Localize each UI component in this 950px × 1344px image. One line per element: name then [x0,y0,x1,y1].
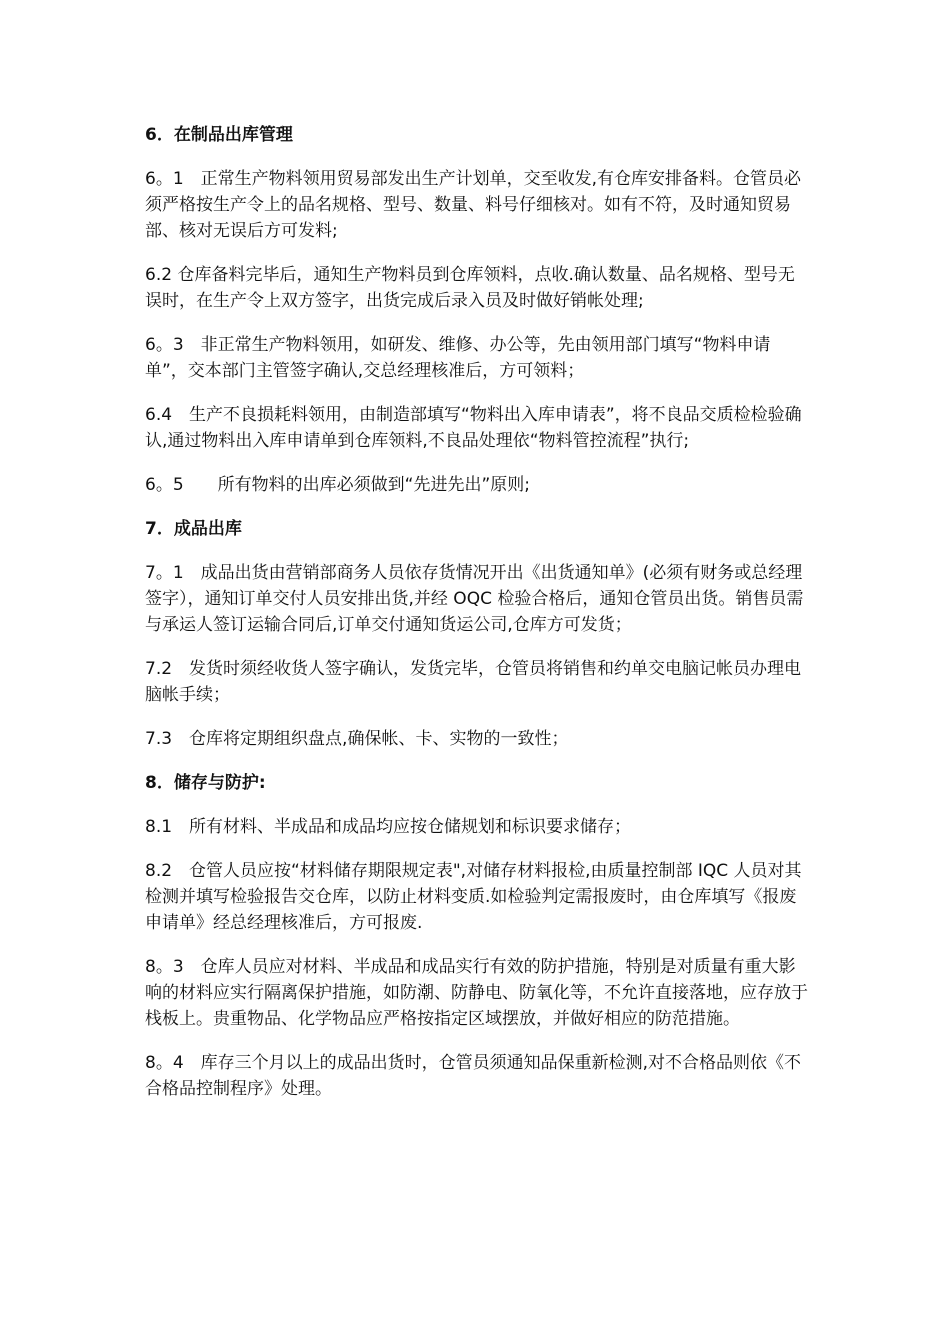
clause-7-3: 7.3 仓库将定期组织盘点,确保帐、卡、实物的一致性； [145,729,569,749]
clause-8-4: 8。4 库存三个月以上的成品出货时，仓管员须通知品保重新检测,对不合格品则依《不合格品控制程序》处理。 [145,1053,802,1099]
clause-6-4: 6.4 生产不良损耗料领用，由制造部填写“物料出入库申请表”，将不良品交质检检验确认,通过物料出入库申请单到仓库领料,不良品处理依“物料管控流程”执行; [145,405,802,451]
clause-6-3: 6。3 非正常生产物料领用，如研发、维修、办公等，先由领用部门填写“物料申请单”，交本部门主管签字确认,交总经理核准后，方可领料； [145,335,771,381]
clause-7-1: 7。1 成品出货由营销部商务人员依存货情况开出《出货通知单》(必须有财务或总经理签字），通知订单交付人员安排出货,并经 OQC 检验合格后，通知仓管员出货。销售员需与承运人签订运输合同后,订单交付通知货运公司,仓库方可发货； [145,563,804,635]
clause-8-2: 8.2 仓管人员应按“材料储存期限规定表",对储存材料报检,由质量控制部 IQC 人员对其检测并填写检验报告交仓库，以防止材料变质.如检验判定需报废时，由仓库填写《报废申请单》经总经理核准后，方可报废. [145,861,802,933]
clause-6-5: 6。5 所有物料的出库必须做到“先进先出”原则; [145,475,530,495]
section-7-heading: 7．成品出库 [145,519,242,539]
clause-7-2: 7.2 发货时须经收货人签字确认，发货完毕，仓管员将销售和约单交电脑记帐员办理电脑帐手续； [145,659,802,705]
clause-8-1: 8.1 所有材料、半成品和成品均应按仓储规划和标识要求储存； [145,817,632,837]
clause-6-2: 6.2 仓库备料完毕后，通知生产物料员到仓库领料，点收.确认数量、品名规格、型号无误时，在生产令上双方签字，出货完成后录入员及时做好销帐处理; [145,265,795,311]
section-8-heading: 8．储存与防护: [145,773,266,793]
clause-8-3: 8。3 仓库人员应对材料、半成品和成品实行有效的防护措施，特别是对质量有重大影响的材料应实行隔离保护措施，如防潮、防静电、防氧化等，不允许直接落地，应存放于栈板上。贵重物品、化学物品应严格按指定区域摆放，并做好相应的防范措施。 [145,957,808,1029]
document-page [145,122,810,1120]
section-6-heading: 6．在制品出库管理 [145,125,293,145]
clause-6-1: 6。1 正常生产物料领用贸易部发出生产计划单，交至收发,有仓库安排备料。仓管员必须严格按生产令上的品名规格、型号、数量、料号仔细核对。如有不符，及时通知贸易部、核对无误后方可发料; [145,169,802,241]
